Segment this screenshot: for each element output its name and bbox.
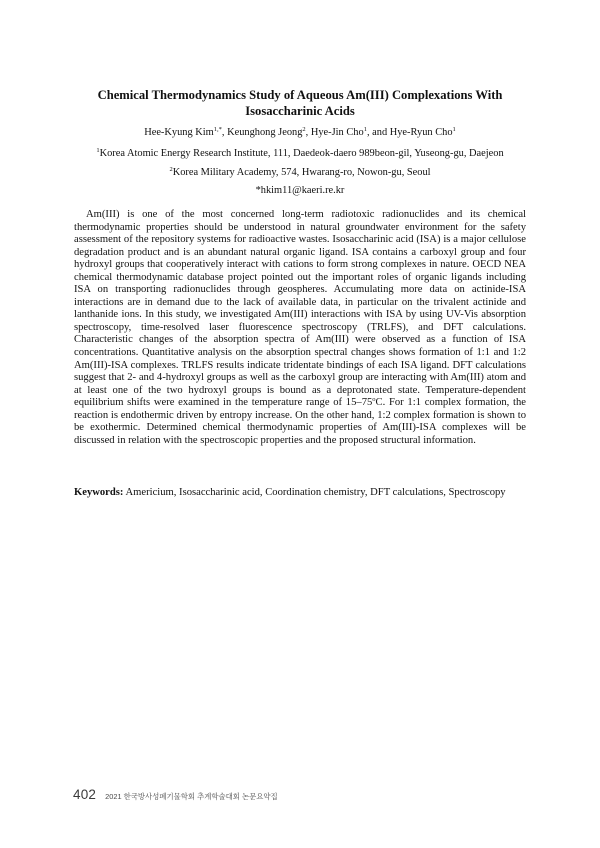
keywords-label: Keywords: bbox=[74, 487, 124, 498]
paper-title bbox=[70, 87, 530, 119]
page-number: 402 bbox=[73, 787, 97, 802]
author-list bbox=[60, 126, 540, 139]
abstract-body bbox=[74, 209, 526, 447]
email-text: *hkim11@kaeri.re.kr bbox=[255, 185, 345, 196]
author-name: Hee-Kyung Kim bbox=[144, 127, 214, 138]
affiliation-text: Korea Military Academy, 574, Hwarang-ro, Nowon-gu, Seoul bbox=[172, 167, 431, 178]
author-name: Hye-Jin Cho bbox=[310, 127, 364, 138]
author-affiliation-mark: 1 bbox=[363, 126, 367, 133]
author-affiliation-mark: 2 bbox=[302, 126, 306, 133]
affiliation-mark: 2 bbox=[169, 166, 173, 173]
affiliation-2 bbox=[60, 166, 540, 179]
author-affiliation-mark: 1,* bbox=[213, 126, 222, 133]
affiliation-1 bbox=[60, 147, 540, 160]
paper-title-line-2: Isosaccharinic Acids bbox=[245, 104, 355, 118]
author-separator: , bbox=[221, 127, 228, 138]
affiliation-mark: 1 bbox=[96, 147, 100, 154]
author-separator: , and bbox=[366, 127, 390, 138]
keywords-line bbox=[74, 486, 544, 499]
page-footer bbox=[73, 787, 278, 803]
abstract-text-part-1: Am(III) is one of the most concerned long-term radiotoxic radionuclides and its chemical thermodynamic properties should be understood in natural groundwater environment for the safety assessment of the repository systems for radioactive wastes. Isosaccharinic acid (ISA) is a major cellulose degradation product and is an abundant natural organic ligand. ISA contains a carboxyl group and four hydroxyl groups that cooperatively interact with cations to form strong complexes in nature. OECD NEA chemical thermodynamic database project pointed out the important roles of organic ligands including ISA on transporting radionuclides through geospheres. Accumulating more data on actinide-ISA interactions are in demand due to the lack of available data, in particular on the trivalent actinide and lanthanide ions. In this study, we investigated Am(III) interactions with ISA by using UV-Vis absorption spectroscopy, time-resolved laser fluorescence spectroscopy (TRLFS), and DFT calculations. Characteristic changes of the absorption spectra of Am(III) were observed as a function of ISA concentrations. Quantitative analysis on the absorption spectral changes shows formation of 1:1 and 1:2 Am(III)-ISA complexes. TRLFS results indicate tridentate bindings of each ISA ligand. DFT calculations suggest that 2- and 4-hydroxyl groups as well as the carboxyl group are interacting with Am(III) atom and at least one of the two hydroxyl groups is bound as a deprotonated state. Temperature-dependent equilibrium shifts were examined in the temperature range of 15–75 bbox=[74, 209, 526, 409]
author-name: Keunghong Jeong bbox=[227, 127, 303, 138]
abstract-text-part-2: C. For 1:1 complex formation, the reaction is endothermic driven by entropy increase. On the other hand, 1:2 complex formation is shown to be exothermic. Determined chemical thermodynamic properties of Am(III)-ISA complexes will be discussed in relation with the spectroscopic properties and the proposed structural information. bbox=[74, 397, 526, 446]
corresponding-email bbox=[60, 184, 540, 197]
affiliation-text: Korea Atomic Energy Research Institute, 111, Daedeok-daero 989beon-gil, Yuseong-gu, Daejeon bbox=[99, 148, 504, 159]
author-name: Hye-Ryun Cho bbox=[389, 127, 453, 138]
author-separator: , bbox=[305, 127, 311, 138]
degree-symbol: o bbox=[372, 396, 376, 404]
paper-title-line-1: Chemical Thermodynamics Study of Aqueous Am(III) Complexations With bbox=[97, 88, 503, 102]
keywords-text: Americium, Isosaccharinic acid, Coordination chemistry, DFT calculations, Spectroscopy bbox=[123, 487, 506, 498]
author-affiliation-mark: 1 bbox=[452, 126, 456, 133]
proceedings-title: 2021 한국방사성폐기물학회 추계학술대회 논문요약집 bbox=[105, 792, 278, 801]
